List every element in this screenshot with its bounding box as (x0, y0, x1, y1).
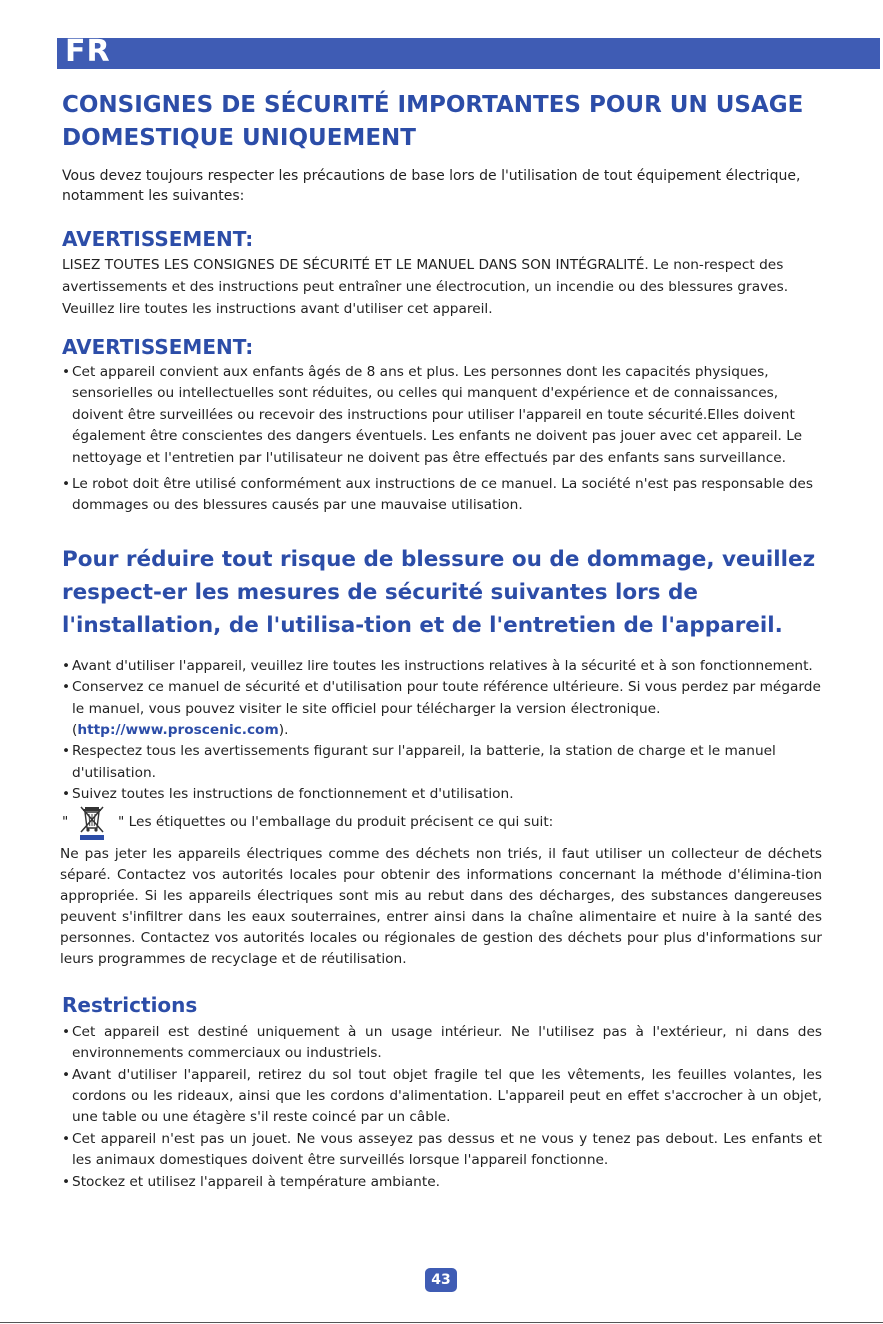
warning-heading-1: AVERTISSEMENT: (62, 227, 254, 251)
list-item-text-end: ). (278, 722, 289, 739)
list-item: • Cet appareil n'est pas un jouet. Ne vous asseyez pas dessus et ne vous y tenez pas debout. Les enfants et les animaux domestiques doivent être surveillés lorsque l'appareil fonctionne. (62, 1129, 822, 1172)
list-item: • Le robot doit être utilisé conformément aux instructions de ce manuel. La société n'est pas responsable des dommages ou des blessures causés par une mauvaise utilisation. (62, 474, 822, 517)
bottom-divider (0, 1322, 883, 1323)
list-item: • Suivez toutes les instructions de fonctionnement et d'utilisation. (62, 784, 822, 805)
crossed-out-bin-icon (78, 804, 106, 840)
warning-heading-2: AVERTISSEMENT: (62, 335, 254, 359)
restrictions-list (62, 1022, 822, 1193)
warning-list (62, 362, 822, 517)
safety-heading: Pour réduire tout risque de blessure ou de dommage, veuillez respect-er les mesures de sécurité suivantes lors de l'installation, de l'utilisa-tion et de l'entretien de l'appareil. (62, 546, 816, 638)
list-item: • Respectez tous les avertissements figurant sur l'appareil, la batterie, la station de charge et le manuel d'utilisation. (62, 741, 822, 784)
intro-paragraph: Vous devez toujours respecter les précautions de base lors de l'utilisation de tout équipement électrique, notamment les suivantes: (62, 168, 801, 204)
language-header-bar (57, 34, 880, 69)
safety-list (62, 656, 822, 806)
list-item-text: Conservez ce manuel de sécurité et d'utilisation pour toute référence ultérieure. Si vous perdez par mégarde le manuel, vous pouvez visiter le site officiel pour télécharger la version électronique. ( (72, 679, 821, 739)
weee-label-row (62, 808, 822, 840)
list-item: • Cet appareil est destiné uniquement à un usage intérieur. Ne l'utilisez pas à l'extérieur, ni dans des environnements commerciaux ou industriels. (62, 1022, 822, 1065)
list-item: • Stockez et utilisez l'appareil à température ambiante. (62, 1172, 822, 1193)
list-item: • Cet appareil convient aux enfants âgés de 8 ans et plus. Les personnes dont les capacités physiques, sensorielles ou intellectuelles sont réduites, ou celles qui manquent d'expérience et de connaissances, doivent être surveillées ou recevoir des instructions pour utiliser l'appareil en toute sécurité.Elles doivent également être conscientes des dangers éventuels. Les enfants ne doivent pas jouer avec cet appareil. Le nettoyage et l'entretien par l'utilisateur ne doivent pas être effectués par des enfants sans surveillance. (62, 362, 822, 469)
page-title: CONSIGNES DE SÉCURITÉ IMPORTANTES POUR UN USAGE DOMESTIQUE UNIQUEMENT (62, 92, 804, 151)
restrictions-heading: Restrictions (62, 992, 198, 1017)
list-item: • Avant d'utiliser l'appareil, retirez du sol tout objet fragile tel que les vêtements, les feuilles volantes, les cordons ou les rideaux, ainsi que les cordons d'alimentation. L'appareil peut en effet s'accrocher à un objet, une table ou une étagère s'il reste coincé par un câble. (62, 1065, 822, 1129)
warning-text-1: LISEZ TOUTES LES CONSIGNES DE SÉCURITÉ ET LE MANUEL DANS SON INTÉGRALITÉ. Le non-respect des avertissements et des instructions peut entraîner une électrocution, un incendie ou des blessures graves. Veuillez lire toutes les instructions avant d'utiliser cet appareil. (62, 257, 789, 317)
page-content (62, 89, 822, 1193)
weee-label-text: " Les étiquettes ou l'emballage du produit précisent ce qui suit: (118, 813, 554, 830)
page-number: 43 (425, 1268, 457, 1292)
language-code: FR (65, 34, 111, 69)
list-item: • Avant d'utiliser l'appareil, veuillez lire toutes les instructions relatives à la sécurité et à son fonctionnement. (62, 656, 822, 677)
website-link[interactable]: http://www.proscenic.com (77, 722, 279, 739)
disposal-paragraph: Ne pas jeter les appareils électriques comme des déchets non triés, il faut utiliser un collecteur de déchets séparé. Contactez vos autorités locales pour obtenir des informations concernant la méthode d'élimina-tion appropriée. Si les appareils électriques sont mis au rebut dans des décharges, des substances dangereuses peuvent s'infiltrer dans les eaux souterraines, entrer ainsi dans la chaîne alimentaire et nuire à la santé des personnes. Contactez vos autorités locales ou régionales de gestion des déchets pour plus d'informations sur leurs programmes de recyclage et de réutilisation. (60, 845, 822, 967)
quote-open: " (62, 813, 69, 830)
list-item (62, 677, 822, 741)
